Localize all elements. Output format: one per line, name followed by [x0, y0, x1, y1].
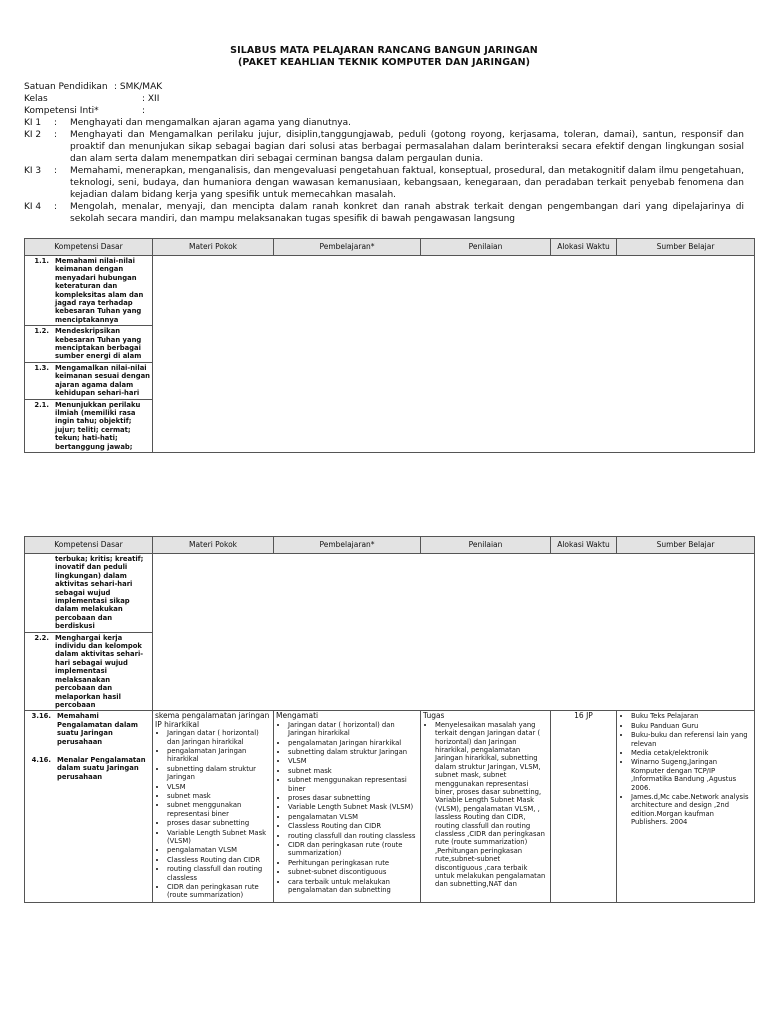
header-pembelajaran: Pembelajaran* — [274, 239, 421, 256]
ki-label: Kompetensi Inti* — [24, 106, 99, 116]
header-kompetensi-dasar: Kompetensi Dasar — [25, 239, 153, 256]
ki-item — [24, 165, 744, 201]
header-sumber-belajar: Sumber Belajar — [617, 537, 755, 554]
header-pembelajaran: Pembelajaran* — [274, 537, 421, 554]
ki-colon: : — [54, 118, 58, 128]
kd-text: Memahami nilai-nilai keimanan dengan menyadari hubungan keteraturan dan kompleksitas alam dan jagad raya terhadap kebesaran Tuhan yang menciptakannya — [55, 257, 144, 324]
list-item: • Jaringan datar ( horizontal) dan Jaringan hirarkikal — [167, 729, 271, 746]
kd-item — [25, 633, 152, 711]
kd-number: 1.3. — [34, 363, 49, 372]
list-item: • pengalamatan VLSM — [167, 846, 271, 854]
document-title-line2: (PAKET KEAHLIAN TEKNIK KOMPUTER DAN JARINGAN) — [237, 57, 531, 68]
list-item: • Winarno Sugeng,Jaringan Komputer dengan TCP/IP ,Informatika Bandung ,Agustus 2006. — [631, 758, 752, 792]
list-item: • Classless Routing dan CIDR — [288, 822, 418, 830]
table-row — [25, 554, 755, 711]
list-item: • Jaringan datar ( horizontal) dan Jaringan hirarkikal — [288, 721, 418, 738]
ki-colon: : — [54, 130, 58, 140]
list-item: • routing classfull dan routing classless — [167, 865, 271, 882]
list-item: • Media cetak/elektronik — [631, 749, 752, 757]
kd-item — [27, 712, 150, 746]
list-item: • cara terbaik untuk melakukan pengalamatan dan subnetting — [288, 878, 418, 895]
ki-text: Menghayati dan Mengamalkan perilaku jujur, disiplin,tanggungjawab, peduli (gotong royong, kerjasama, toleran, damai), santun, responsif dan proaktif dan menunjukan sikap sebagai bagian dari solusi atas berbagai permasalahan dalam berinteraksi secara efektif dengan lingkungan sosial dan alam serta dalam menempatkan diri sebagai cerminan bangsa dalam pergaulan dunia. — [70, 130, 744, 164]
list-item: • Variable Length Subnet Mask (VLSM) — [167, 829, 271, 846]
kd-text: Menghargai kerja individu dan kelompok dalam aktivitas sehari-hari sebagai wujud implementasi melaksanakan percobaan dan melaporkan hasil percobaan — [55, 633, 144, 709]
kd-number: 4.16. — [31, 755, 51, 764]
header-sumber-belajar: Sumber Belajar — [617, 239, 755, 256]
list-item: • pengalamatan Jaringan hirarkikal — [167, 747, 271, 764]
sumber-list — [619, 712, 752, 826]
kd-item — [25, 326, 152, 363]
kd-text: Mendeskripsikan kebesaran Tuhan yang menciptakan berbagai sumber energi di alam — [55, 327, 142, 361]
table-row — [25, 711, 755, 903]
list-item: • subnet mask — [167, 792, 271, 800]
ki-number: KI 4 — [24, 202, 42, 212]
list-item: • subnetting dalam struktur Jaringan — [288, 748, 418, 756]
ki-text: Menghayati dan mengamalkan ajaran agama yang dianutnya. — [70, 118, 352, 128]
pembelajaran-cell — [274, 711, 421, 903]
kd-cell — [25, 256, 153, 453]
pembelajaran-heading: Mengamati — [276, 711, 319, 721]
list-item: • proses dasar subnetting — [167, 819, 271, 827]
kd-number: 1.2. — [34, 327, 49, 336]
list-item: • subnet mask — [288, 767, 418, 775]
penilaian-list — [423, 721, 548, 889]
list-item: • Perhitungan peringkasan rute — [288, 859, 418, 867]
header-alokasi-waktu: Alokasi Waktu — [551, 537, 617, 554]
table-header-row — [25, 239, 755, 256]
ki-text: Memahami, menerapkan, menganalisis, dan mengevaluasi pengetahuan faktual, konseptual, prosedural, dan metakognitif dalam ilmu pengetahuan, teknologi, seni, budaya, dan humaniora dengan wawasan kemanusiaan, kebangsaan, kenegaraan, dan peradaban terkait penyebab fenomena dan kejadian dalam bidang kerja yang spesifik untuk memecahkan masalah. — [70, 166, 744, 200]
list-item: • CIDR dan peringkasan rute (route summarization) — [288, 841, 418, 858]
kompetensi-inti-list — [24, 117, 744, 225]
ki-colon: : — [54, 166, 58, 176]
kd-item — [25, 256, 152, 326]
kd-text: terbuka; kritis; kreatif; inovatif dan peduli lingkungan) dalam aktivitas sehari-hari sebagai wujud implementasi sikap dalam melakukan percobaan dan berdiskusi — [55, 555, 144, 631]
kd-text: Menunjukkan perilaku ilmiah (memiliki rasa ingin tahu; objektif; jujur; teliti; cermat; tekun; hati-hati; bertanggung jawab; — [55, 400, 141, 451]
header-penilaian: Penilaian — [421, 239, 551, 256]
kd-text: Menalar Pengalamatan dalam suatu Jaringan perusahaan — [57, 755, 146, 781]
ki-item — [24, 129, 744, 165]
materi-heading: skema pengalamatan jaringan IP hirarkikal — [155, 711, 270, 729]
list-item: • VLSM — [167, 783, 271, 791]
table-header-row — [25, 537, 755, 554]
kd-text: Memahami Pengalamatan dalam suatu Jaringan perusahaan — [57, 712, 138, 746]
kd-number: 2.2. — [34, 633, 49, 642]
kd-cell — [25, 711, 153, 903]
ki-item — [24, 201, 744, 225]
ki-number: KI 2 — [24, 130, 42, 140]
list-item: • subnet menggunakan representasi biner — [288, 776, 418, 793]
header-alokasi-waktu: Alokasi Waktu — [551, 239, 617, 256]
list-item: • pengalamatan VLSM — [288, 813, 418, 821]
merged-empty-cell — [153, 256, 755, 453]
kd-number: 3.16. — [31, 712, 51, 721]
kelas-label: Kelas — [24, 94, 48, 104]
ki-number: KI 3 — [24, 166, 42, 176]
kd-item — [25, 400, 152, 452]
header-kompetensi-dasar: Kompetensi Dasar — [25, 537, 153, 554]
list-item: • James.d,Mc cabe.Network analysis architecture and design ,2nd edition.Morgan kaufman Publishers. 2004 — [631, 793, 752, 827]
ki-number: KI 1 — [24, 118, 42, 128]
list-item: • Classless Routing dan CIDR — [167, 856, 271, 864]
ki-value: : — [142, 106, 146, 116]
list-item: • proses dasar subnetting — [288, 794, 418, 802]
list-item: • VLSM — [288, 757, 418, 765]
list-item: • Buku-buku dan referensi lain yang relevan — [631, 731, 752, 748]
penilaian-cell — [421, 711, 551, 903]
kd-number: 1.1. — [34, 257, 49, 265]
syllabus-table-1 — [24, 238, 755, 453]
kelas-value: : XII — [142, 94, 160, 104]
list-item: • Buku Teks Pelajaran — [631, 712, 752, 720]
list-item: • Variable Length Subnet Mask (VLSM) — [288, 803, 418, 811]
satuan-value: : SMK/MAK — [114, 82, 163, 92]
kd-number: 2.1. — [34, 400, 49, 409]
ki-item — [24, 117, 744, 129]
kd-item-continued — [25, 554, 152, 633]
alokasi-waktu-cell: 16 JP — [551, 711, 617, 903]
kd-text: Mengamalkan nilai-nilai keimanan sesuai dengan ajaran agama dalam kehidupan sehari-hari — [55, 363, 151, 398]
table-row — [25, 256, 755, 453]
satuan-label: Satuan Pendidikan — [24, 82, 108, 92]
merged-empty-cell — [153, 554, 755, 711]
header-materi-pokok: Materi Pokok — [153, 537, 274, 554]
document-title-line1: SILABUS MATA PELAJARAN RANCANG BANGUN JARINGAN — [230, 45, 538, 56]
syllabus-table-2 — [24, 536, 755, 903]
kd-item — [25, 363, 152, 400]
penilaian-heading: Tugas — [423, 711, 445, 721]
list-item: • pengalamatan Jaringan hirarkikal — [288, 739, 418, 747]
list-item: • subnet menggunakan representasi biner — [167, 801, 271, 818]
materi-pokok-cell — [153, 711, 274, 903]
list-item: • Menyelesaikan masalah yang terkait dengan Jaringan datar ( horizontal) dan Jaringan hirarkikal, pengalamatan Jaringan hirarkikal, subnetting dalam struktur Jaringan, VLSM, subnet mask, subnet menggunakan representasi biner, proses dasar subnetting, Variable Length Subnet Mask (VLSM), pengalamatan VLSM, , lassless Routing dan CIDR, routing classfull dan routing classless ,CIDR dan peringkasan rute (route summarization) ,Perhitungan peringkasan rute,subnet-subnet discontiguous ,cara terbaik untuk melakukan pengalamatan dan subnetting,NAT dan — [435, 721, 548, 889]
sumber-belajar-cell — [617, 711, 755, 903]
materi-list — [155, 729, 271, 900]
ki-colon: : — [54, 202, 58, 212]
document-meta — [24, 81, 744, 117]
header-penilaian: Penilaian — [421, 537, 551, 554]
list-item: • Buku Panduan Guru — [631, 722, 752, 730]
kd-item — [27, 756, 150, 781]
pembelajaran-list — [276, 721, 418, 895]
list-item: • routing classfull dan routing classless — [288, 832, 418, 840]
list-item: • subnetting dalam struktur Jaringan — [167, 765, 271, 782]
kd-cell — [25, 554, 153, 711]
list-item: • subnet-subnet discontiguous — [288, 868, 418, 876]
ki-text: Mengolah, menalar, menyaji, dan mencipta dalam ranah konkret dan ranah abstrak terkait dengan pengembangan dari yang dipelajarinya di sekolah secara mandiri, dan mampu melaksanakan tugas spesifik di bawah pengawasan langsung — [70, 202, 744, 224]
header-materi-pokok: Materi Pokok — [153, 239, 274, 256]
list-item: • CIDR dan peringkasan rute (route summarization) — [167, 883, 271, 900]
